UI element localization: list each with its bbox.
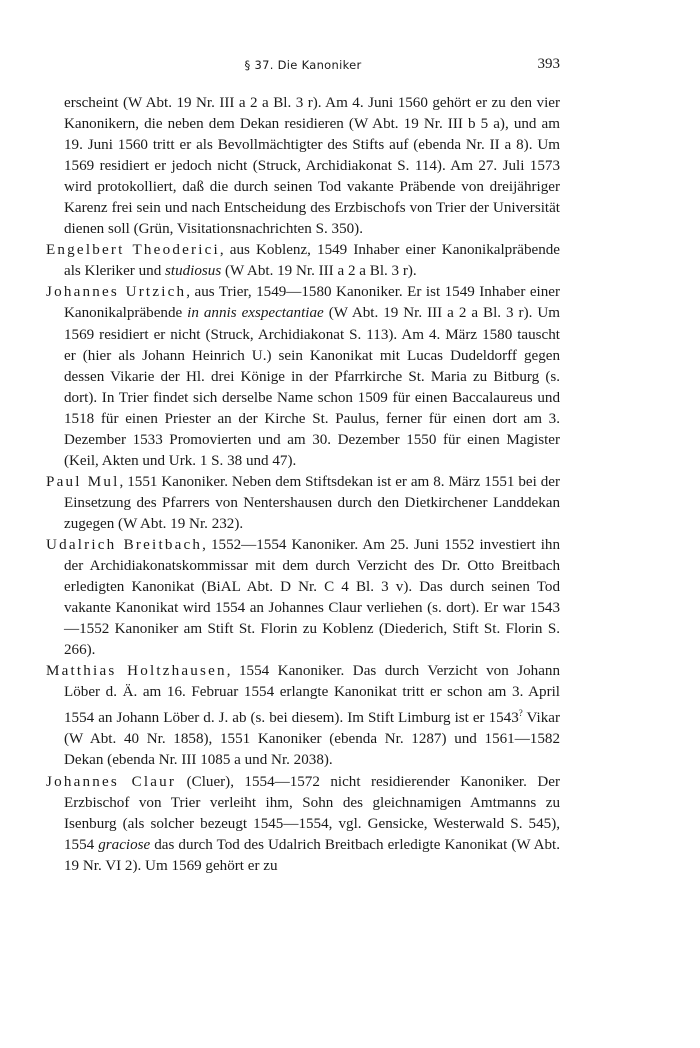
entry-text: (W Abt. 19 Nr. III a 2 a Bl. 3 r). Um 1569 residiert er nicht (Struck, Archidiakonat S. 113). Am 4. März 1580 tauscht er (hier als Johann Heinrich U.) sein Kanonikat mit Lucas Dudeldorff gegen dessen Vikarie der Hl. drei Könige in der Pfarrkirche St. Maria zu Bitburg (s. dort). In Trier findet sich derselbe Name schon 1509 für einen Baccalaureus und 1518 für einen Priester an der Kirche St. Paulus, ferner für einen dort am 3. Dezember 1533 Promovierten und am 30. Dezember 1550 für einen Magister (Keil, Akten und Urk. 1 S. 38 und 47). bbox=[64, 305, 561, 469]
entry-name: Engelbert Theoderici bbox=[46, 242, 220, 259]
entry-name: Paul Mul bbox=[46, 473, 120, 490]
entry-udalrich-breitbach bbox=[46, 535, 560, 661]
running-head: § 37. Die Kanoniker bbox=[244, 58, 362, 72]
entry-text: , 1551 Kanoniker. Neben dem Stiftsdekan ist er am 8. März 1551 bei der Einsetzung des Pfarrers von Nentershausen durch den Dietkirchener Landdekan zugegen (W Abt. 19 Nr. 232). bbox=[64, 473, 560, 532]
entry-matthias-holtzhausen bbox=[46, 661, 560, 771]
entry-paul-mul bbox=[46, 472, 560, 535]
body-text bbox=[46, 93, 560, 877]
page-number: 393 bbox=[537, 56, 560, 72]
entry-text: , aus Trier, 1549—1580 Kanoniker. Er ist 1549 Inhaber einer Kanonikalpräbende bbox=[64, 284, 560, 322]
entry-name: Udalrich Breitbach bbox=[46, 536, 203, 553]
entry-italic: in annis exspectantiae bbox=[187, 305, 324, 322]
entry-italic: graciose bbox=[98, 836, 151, 853]
entry-text: das durch Tod des Udalrich Breitbach erledigte Kanonikat (W Abt. 19 Nr. VI 2). Um 1569 gehört er zu bbox=[64, 836, 560, 874]
entry-johannes-urtzich bbox=[46, 282, 560, 471]
entry-name: Johannes Urtzich bbox=[46, 284, 187, 301]
entry-johannes-claur bbox=[46, 772, 560, 877]
entry-text: , 1552—1554 Kanoniker. Am 25. Juni 1552 investiert ihn der Archidiakonatskommissar mit dem durch Verzicht des Dr. Otto Breitbach erledigten Kanonikat (BiAL Abt. D Nr. C 4 Bl. 3 v). Das durch seinen Tod vakante Kanonikat wird 1554 an Johannes Claur verliehen (s. dort). Er war 1543—1552 Kanoniker am Stift St. Florin zu Koblenz (Diederich, Stift St. Florin S. 266). bbox=[64, 536, 560, 659]
entry-text: Vikar (W Abt. 40 Nr. 1858), 1551 Kanoniker (ebenda Nr. 1287) und 1561—1582 Dekan (ebenda Nr. III 1085 a und Nr. 2038). bbox=[64, 710, 560, 769]
uncertain-mark: ? bbox=[518, 708, 523, 719]
entry-text: erscheint (W Abt. 19 Nr. III a 2 a Bl. 3 r). Am 4. Juni 1560 gehört er zu den vier Kanonikern, die neben dem Dekan residieren (W Abt. 19 Nr. III b 5 a), und am 19. Juni 1560 tritt er als Bevollmächtigter des Stifts auf (ebenda Nr. II a 8). Um 1569 residiert er jedoch nicht (Struck, Archidiakonat S. 114). Am 27. Juli 1573 wird protokolliert, daß die durch seinen Tod vakante Präbende von dreijähriger Karenz frei sein und nach Entscheidung des Erzbischofs von Trier der Universität dienen soll (Grün, Visitationsnachrichten S. 350). bbox=[64, 95, 560, 238]
entry-engelbert-theoderici bbox=[46, 240, 560, 282]
entry-text: (W Abt. 19 Nr. III a 2 a Bl. 3 r). bbox=[221, 263, 417, 280]
entry-text: , 1554 Kanoniker. Das durch Verzicht von Johann Löber d. Ä. am 16. Februar 1554 erlangte Kanonikat tritt er schon am 3. April 1554 an Johann Löber d. J. ab (s. bei diesem). Im Stift Limburg ist er 1543 bbox=[64, 663, 560, 727]
entry-text: , aus Koblenz, 1549 Inhaber einer Kanonikalpräbende als Kleriker und bbox=[64, 242, 560, 280]
entry-italic: studiosus bbox=[165, 263, 222, 280]
entry-name: Johannes Claur bbox=[46, 773, 177, 790]
entry-text: (Cluer), 1554—1572 nicht residierender Kanoniker. Der Erzbischof von Trier verleiht ihm, Sohn des gleichnamigen Amtmanns zu Isenburg (als solcher bezeugt 1545—1554, vgl. Gensicke, Westerwald S. 545), 1554 bbox=[64, 773, 560, 853]
page-header bbox=[46, 58, 560, 76]
entry-continuation bbox=[46, 93, 560, 240]
entry-name: Matthias Holtzhausen bbox=[46, 663, 227, 680]
